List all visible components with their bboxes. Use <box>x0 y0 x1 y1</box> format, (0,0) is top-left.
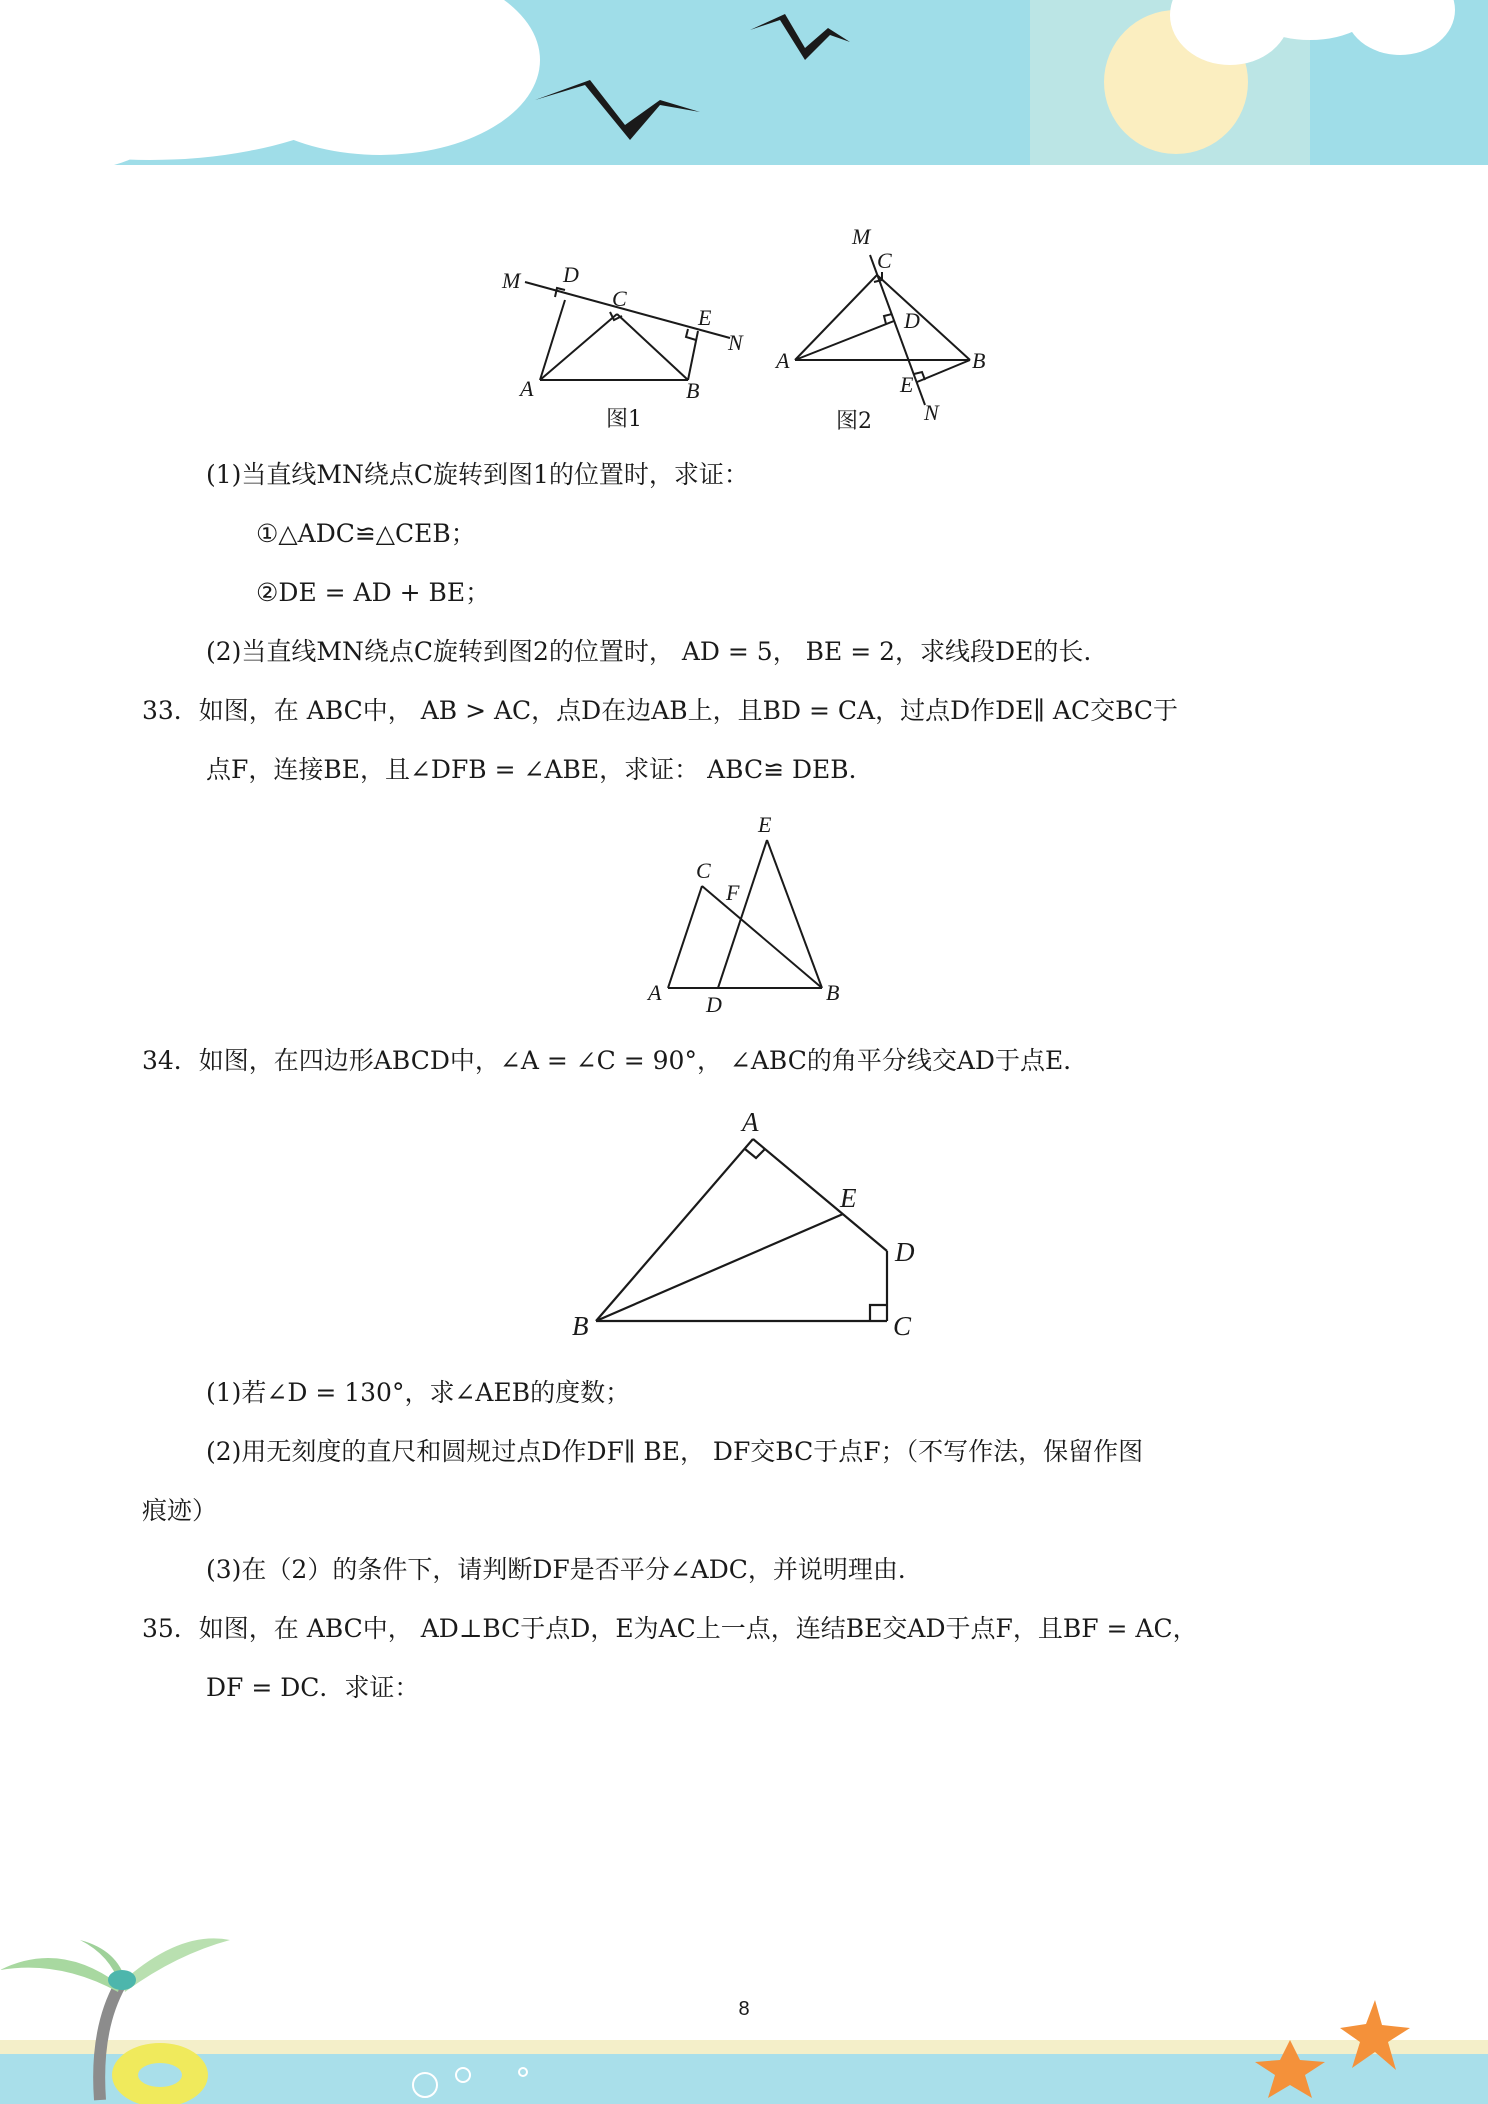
label-N: N <box>728 330 743 355</box>
header-decoration <box>0 0 1488 170</box>
question-34-part-2: 痕迹） <box>142 1496 218 1525</box>
label-E: E <box>900 372 914 397</box>
question-32-part-2: (2)当直线MN绕点C旋转到图2的位置时， AD = 5， BE = 2，求线段DE的长. <box>206 637 1092 666</box>
label-A: A <box>520 376 534 401</box>
label-C: C <box>696 858 711 883</box>
label-D: D <box>895 1237 915 1267</box>
question-32-part-1: (1)当直线MN绕点C旋转到图1的位置时，求证： <box>206 460 749 489</box>
question-33-text: 点F，连接BE，且∠DFB = ∠ABE，求证： ABC≌ DEB． <box>206 755 874 784</box>
label-M: M <box>852 224 871 249</box>
label-B: B <box>686 378 700 403</box>
figure-caption: 图2 <box>836 409 872 434</box>
label-F: F <box>726 880 740 905</box>
question-34-part-3: (3)在（2）的条件下，请判断DF是否平分∠ADC，并说明理由． <box>206 1555 923 1584</box>
label-C: C <box>612 286 627 311</box>
label-C: C <box>893 1311 912 1341</box>
question-35-text: 35．如图，在 ABC中， AD⊥BC于点D，E为AC上一点，连结BE交AD于点F，且BF = AC， <box>142 1614 1198 1643</box>
label-C: C <box>877 248 892 273</box>
question-34-part-1: (1)若∠D = 130°，求∠AEB的度数； <box>206 1378 631 1407</box>
label-E: E <box>698 305 712 330</box>
label-A: A <box>776 348 790 373</box>
figure-q33 <box>640 808 860 1018</box>
label-E: E <box>840 1183 857 1213</box>
swim-ring-icon <box>112 2043 208 2104</box>
label-M: M <box>502 268 521 293</box>
question-32-part-1b: ②DE = AD + BE； <box>256 578 491 607</box>
label-B: B <box>826 980 840 1005</box>
question-34-part-2: (2)用无刻度的直尺和圆规过点D作DF∥ BE， DF交BC于点F；（不写作法，保留作图 <box>206 1437 1144 1466</box>
figure-q34 <box>560 1105 940 1355</box>
figure-1-and-2 <box>490 220 1010 440</box>
question-34-text: 34．如图，在四边形ABCD中，∠A = ∠C = 90°， ∠ABC的角平分线交AD于点E． <box>142 1046 1089 1075</box>
label-B: B <box>972 348 986 373</box>
label-B: B <box>572 1311 589 1341</box>
figure-caption: 图1 <box>606 407 642 432</box>
page-number: 8 <box>738 1998 750 2020</box>
label-D: D <box>904 308 920 333</box>
label-A: A <box>742 1107 759 1137</box>
question-35-text: DF = DC．求证： <box>206 1673 420 1702</box>
label-D: D <box>706 992 722 1017</box>
label-E: E <box>758 812 772 837</box>
question-33-text: 33．如图，在 ABC中， AB > AC，点D在边AB上，且BD = CA，过点D作DE∥ AC交BC于 <box>142 696 1179 725</box>
question-32-part-1a: ①△ADC≌△CEB； <box>256 519 476 548</box>
label-D: D <box>563 262 579 287</box>
label-A: A <box>648 980 662 1005</box>
label-N: N <box>924 400 939 425</box>
